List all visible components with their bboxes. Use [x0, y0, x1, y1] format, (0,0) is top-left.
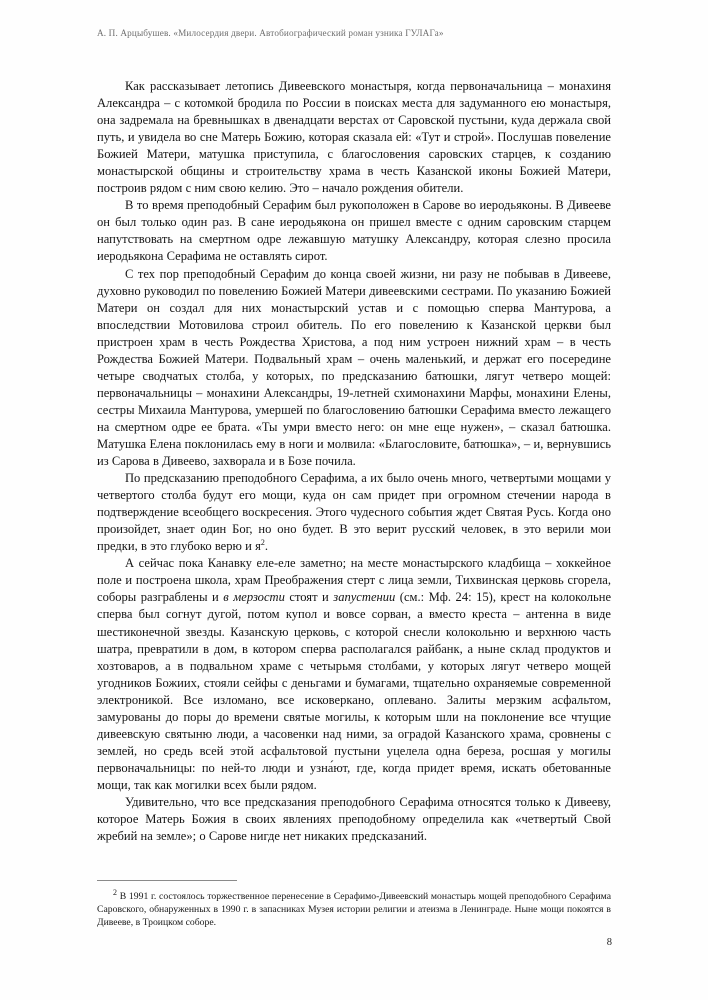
footnote-separator-rule [97, 880, 237, 881]
paragraph-5-seg-3-italic: запустении [333, 590, 396, 605]
paragraph-5-seg-2: стоят и [284, 590, 334, 605]
paragraph-4-tail: . [264, 539, 269, 554]
paragraph-5 [97, 555, 611, 794]
paragraph-2: В то время преподобный Серафим был рукоположен в Сарове во иеродьяконы. В Дивееве он был только один раз. В сане иеродьякона он пришел вместе с одним саровским старцем напутствовать на смертном одре лежавшую матушку Александру, которая слезно просила иеродьякона Серафима не оставлять сирот. [97, 198, 611, 264]
paragraph-6: Удивительно, что все предсказания преподобного Серафима относятся только к Дивееву, которое Матерь Божия в своих явлениях преподобному определила как «четвертый Свой жребий на земле»; о Сарове нигде нет никаких предсказаний. [97, 794, 611, 844]
paragraph-4 [97, 470, 611, 555]
paragraph-5-seg-4: (см.: Мф. 24: 15), крест на колокольне сперва был согнут дугой, потом купол и вовсе сорван, а вместо креста – антенна в виде шестиконечной звезды. Казанскую церковь, с которой снесли колокольню и верхнюю часть шатра, превратили в дом, в котором сперва располагался райбанк, а ныне склад продуктов и хозтоваров, а в подвальном храме с четырьмя столбами, у которых лягут четверо мощей угодников Божиих, стояли сейфы с деньгами и бумагами, тщательно охраняемые современной электроникой. Все изломано, все исковеркано, оплевано. Залиты мерзким асфальтом, замурованы до поры до времени святые могилы, к которым шли на поклонение все чтущие дивеевскую святыню люди, а часовенки над ними, за оградой Казанского храма, сровнены с землей, но средь всей этой асфальтовой пустыни уцелела одна береза, росшая у могилы первоначальницы: по ней-то люди и узна́ют, где, когда придет время, искать обетованные мощи, так как могилки всех были рядом. [97, 590, 612, 792]
footnote-area [97, 880, 611, 930]
page-number: 8 [606, 937, 612, 948]
footnote-number-marker: 2 [113, 887, 117, 897]
paragraph-5-seg-1-italic: в мерзости [223, 590, 285, 605]
body-text-column [97, 78, 611, 845]
footnote-entry [97, 887, 611, 930]
running-head [97, 28, 612, 38]
paragraph-3: С тех пор преподобный Серафим до конца своей жизни, ни разу не побывав в Дивееве, духовно руководил по повелению Божией Матери дивеевскими сестрами. По указанию Божией Матери он создал для них монастырский устав и с помощью сперва Мантурова, а впоследствии Мотовилова строил обитель. По его повелению к Казанской церкви был пристроен храм в честь Рождества Христова, а под ним устроен нижний храм – в честь Рождества Божией Матери. Подвальный храм – очень маленький, и держат его посередине четыре сводчатых столба, у которых, по предсказанию батюшки, лягут четверо мощей: первоначальницы – монахини Александры, 19-летней схимонахини Марфы, монахини Елены, сестры Михаила Мантурова, умершей по благословению батюшки Серафима вместо лежащего на смертном одре ее брата. «Ты умри вместо него: он мне еще нужен», – сказал батюшка. Матушка Елена поклонилась ему в ноги и молвила: «Благословите, батюшка», – и, вернувшись из Сарова в Дивеево, захворала и в Бозе почила. [97, 266, 611, 469]
footnote-reference-marker[interactable]: 2 [260, 538, 265, 548]
footnote-text: В 1991 г. состоялось торжественное перенесение в Серафимо-Дивеевский монастырь мощей преподобного Серафима Саровского, обнаруженных в 1990 г. в запасниках Музея истории религии и атеизма в Ленинграде. Ныне мощи покоятся в Дивееве, в Троицком соборе. [97, 891, 611, 929]
paragraph-5-seg-0: А сейчас пока Канавку еле-еле заметно; на месте монастырского кладбища – хоккейное поле и построена школа, храм Преображения стерт с лица земли, Тихвинская церковь сгорела, соборы разграблены и [97, 556, 611, 605]
paragraph-4-text: По предсказанию преподобного Серафима, а их было очень много, четвертыми мощами у четвертого столба будут его мощи, куда он сам придет при огромном стечении народа в подтверждение всеобщего воскресения. Этого чудесного события ждет Святая Русь. Когда оно произойдет, знает один Бог, но оно будет. В это верит русский человек, в это верили мои предки, в это глубоко верю и я [97, 471, 611, 554]
running-head-text: А. П. Арцыбушев. «Милосердия двери. Автобиографический роман узника ГУЛАГа» [97, 28, 444, 38]
paragraph-1: Как рассказывает летопись Дивеевского монастыря, когда первоначальница – монахиня Александра – с котомкой бродила по России в поисках места для задуманного ею монастыря, она задремала на бревнышках в двенадцати верстах от Саровской пустыни, куда держала свой путь, и увидела во сне Матерь Божию, которая сказала ей: «Тут и строй». Послушав повеление Божией Матери, матушка приступила, с благословения саровских старцев, к созданию монастырской общины и строительству храма в честь Казанской иконы Божией Матери, построив рядом с ним свою келию. Это – начало рождения обители. [97, 79, 611, 196]
